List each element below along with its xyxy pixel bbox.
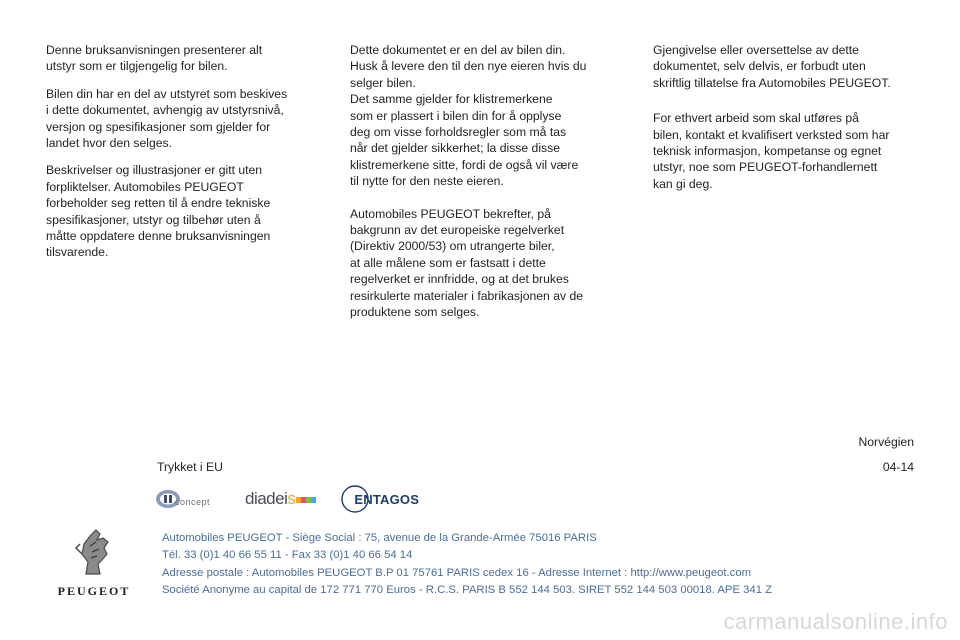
entagos-logo (340, 484, 419, 514)
diadeis-logo-s: s (287, 489, 296, 508)
country-label: Norvégien (858, 435, 914, 449)
entagos-logo-text: ENTAGOS (354, 491, 420, 507)
disclaimer-paragraph: Beskrivelser og illustrasjoner er gitt uten forpliktelser. Automobiles PEUGEOT forbeholder seg retten til å endre tekniske spesifikasjoner, utstyr og tilbehør uten å måtte oppdatere denne bruksanvisningen tilsvarende. (46, 163, 271, 260)
hd-concept-logo (155, 486, 227, 512)
hd-logo-text: concept (175, 496, 211, 507)
recycling-paragraph: Automobiles PEUGEOT bekrefter, på bakgrunn av det europeiske regelverket (Direktiv 2000/53) om utrangerte biler, at alle målene som er fastsatt i dette regelverket er innfridde, og at det brukes resirkulerte materialer i fabrikasjonen av de produktene som selges. (350, 206, 584, 320)
edition-code: 04-14 (882, 460, 914, 474)
address-line-registration: Société Anonyme au capital de 172 771 770 Euros - R.C.S. PARIS B 552 144 503. SIRET 552 144 503 00018. APE 341 Z (162, 584, 773, 597)
company-address (162, 530, 772, 600)
partner-logos (155, 484, 419, 514)
copyright-paragraph: Gjengivelse eller oversettelse av dette dokumentet, selv delvis, er forbudt uten skriftlig tillatelse fra Automobiles PEUGEOT. (653, 43, 891, 90)
printed-label: Trykket i EU (157, 460, 223, 474)
peugeot-logo (44, 524, 144, 600)
peugeot-wordmark: PEUGEOT (57, 584, 131, 598)
address-line-phone: Tél. 33 (0)1 40 66 55 11 - Fax 33 (0)1 40 66 54 14 (162, 549, 413, 562)
diadeis-logo-text: diadei (245, 489, 288, 508)
diadeis-logo (245, 489, 316, 509)
watermark-text: carmanualsonline.info (723, 609, 948, 634)
ownership-paragraph: Dette dokumentet er en del av bilen din. Husk å levere den til den nye eieren hvis du selger bilen. Det samme gjelder for klistremerkene som er plassert i bilen din for å opplyse deg om visse forholdsregler som må tas når det gjelder sikkerhet; la disse disse klistremerkene sitte, fordi de også vil være til nytte for den neste eieren. (350, 43, 587, 189)
address-line-headquarters: Automobiles PEUGEOT - Siège Social : 75, avenue de la Grande-Armée 75016 PARIS (162, 532, 597, 544)
equipment-paragraph: Bilen din har en del av utstyret som beskives i dette dokumentet, avhengig av utstyrsnivå, versjon og spesifikasjoner som gjelder for landet hvor den selges. (46, 86, 288, 151)
diadeis-color-bar-icon (296, 497, 316, 503)
intro-paragraph: Denne bruksanvisningen presenterer alt utstyr som er tilgjengelig for bilen. (46, 43, 263, 74)
service-paragraph: For ethvert arbeid som skal utføres på bilen, kontakt et kvalifisert verksted som har teknisk informasjon, kompetanse og egnet utstyr, noe som PEUGEOT-forhandlernett kan gi deg. (653, 111, 890, 191)
text-column-1 (46, 42, 316, 272)
lion-emblem-icon (66, 524, 122, 580)
text-column-3 (653, 42, 928, 203)
text-column-2 (350, 42, 620, 332)
address-line-postal: Adresse postale : Automobiles PEUGEOT B.P 01 75761 PARIS cedex 16 - Adresse Internet : http://www.peugeot.com (162, 566, 752, 579)
